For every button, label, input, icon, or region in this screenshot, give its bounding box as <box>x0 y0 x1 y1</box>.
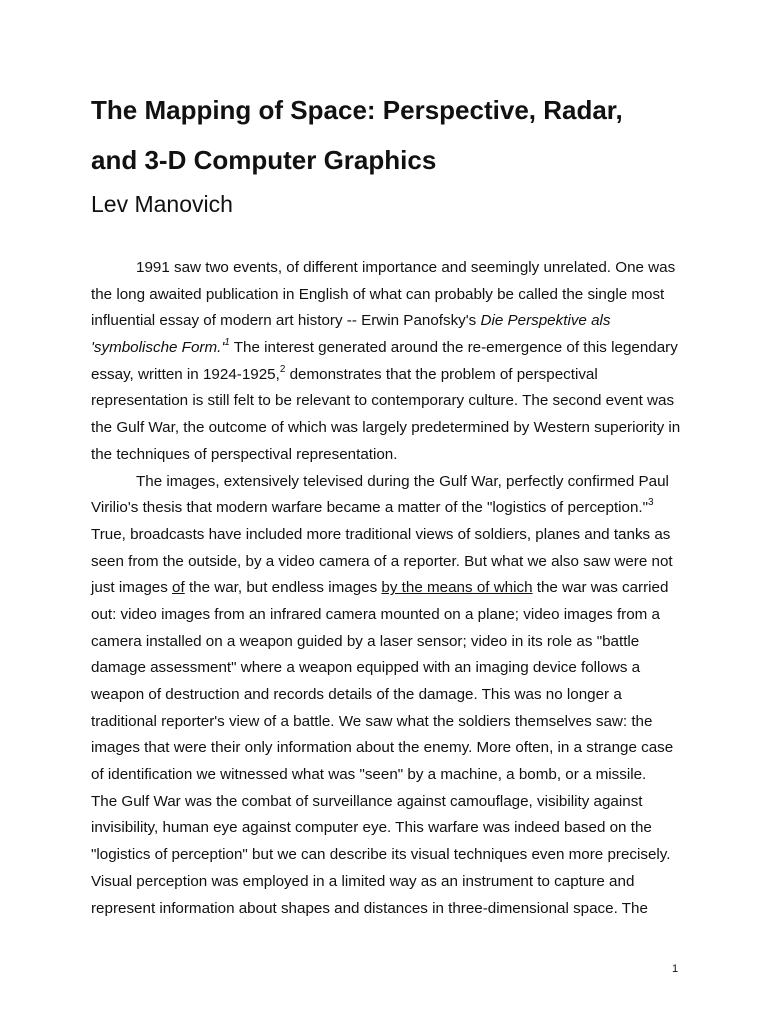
page-number: 1 <box>672 963 679 975</box>
text-line: invisibility, human eye against computer eye. This warfare was indeed based on the <box>91 819 652 837</box>
text-line: seen from the outside, by a video camera of a reporter. But what we also saw were not <box>91 552 673 570</box>
text-line: just images of the war, but endless images by the means of which the war was carried <box>91 579 669 597</box>
text-line: represent information about shapes and distances in three-dimensional space. The <box>91 899 648 917</box>
author-name: Lev Manovich <box>91 191 233 217</box>
footnote-marker: 3 <box>648 497 654 509</box>
text-line: Visual perception was employed in a limited way as an instrument to capture and <box>91 872 635 890</box>
text-line: representation is still felt to be relevant to contemporary culture. The second event was <box>91 392 675 410</box>
footnote-marker: 2 <box>279 363 286 375</box>
underlined-text: of <box>172 579 185 597</box>
text-line: of identification we witnessed what was "seen" by a machine, a bomb, or a missile. <box>91 766 647 784</box>
footnote-marker: 1 <box>224 337 230 349</box>
italic-book-title: Die Perspektive als <box>480 312 611 330</box>
text-line: the Gulf War, the outcome of which was largely predetermined by Western superiority in <box>91 419 681 437</box>
text-line: "logistics of perception" but we can describe its visual techniques even more precisely. <box>91 846 671 864</box>
text-line: influential essay of modern art history -- Erwin Panofsky's Die Perspektive als <box>91 312 611 330</box>
italic-book-title: 'symbolische Form.' <box>91 339 225 357</box>
text-line: images that were their only information about the enemy. More often, in a strange case <box>91 739 674 757</box>
text-line: 'symbolische $Form.'^1$ The interest generated around the re-emergence of this legendary <box>91 337 678 357</box>
text-line: the techniques of perspectival representation. <box>91 445 398 463</box>
underlined-text: by the means of which <box>381 579 533 597</box>
text-line: essay, written in 1924-1925,$^2$ demonstrates that the problem of perspectival <box>91 363 598 383</box>
title-line-2: and 3-D Computer Graphics <box>91 145 437 175</box>
text-line: Virilio's thesis that modern warfare became a matter of the "logistics of perception."$^3$ <box>91 497 654 517</box>
body-text <box>91 255 691 922</box>
text-line: The Gulf War was the combat of surveillance against camouflage, visibility against <box>91 792 643 810</box>
text-line: camera installed on a weapon guided by a laser sensor; video in its role as "battle <box>91 632 640 650</box>
text-line: weapon of destruction and records details of the damage. This was no longer a <box>91 686 622 703</box>
text-line: the long awaited publication in English of what can probably be called the single most <box>91 285 665 303</box>
text-line: out: video images from an infrared camera mounted on a plane; video images from a <box>91 605 660 623</box>
text-line: The images, extensively televised during the Gulf War, perfectly confirmed Paul <box>136 472 669 490</box>
text-line: damage assessment" where a weapon equipped with an imaging device follows a <box>91 659 641 677</box>
text-line: 1991 saw two events, of different importance and seemingly unrelated. One was <box>136 259 676 276</box>
text-line: traditional reporter's view of a battle. We saw what the soldiers themselves saw: the <box>91 712 653 730</box>
text-line: True, broadcasts have included more traditional views of soldiers, planes and tanks as <box>91 525 671 543</box>
title-line-1: The Mapping of Space: Perspective, Radar, <box>91 95 623 125</box>
